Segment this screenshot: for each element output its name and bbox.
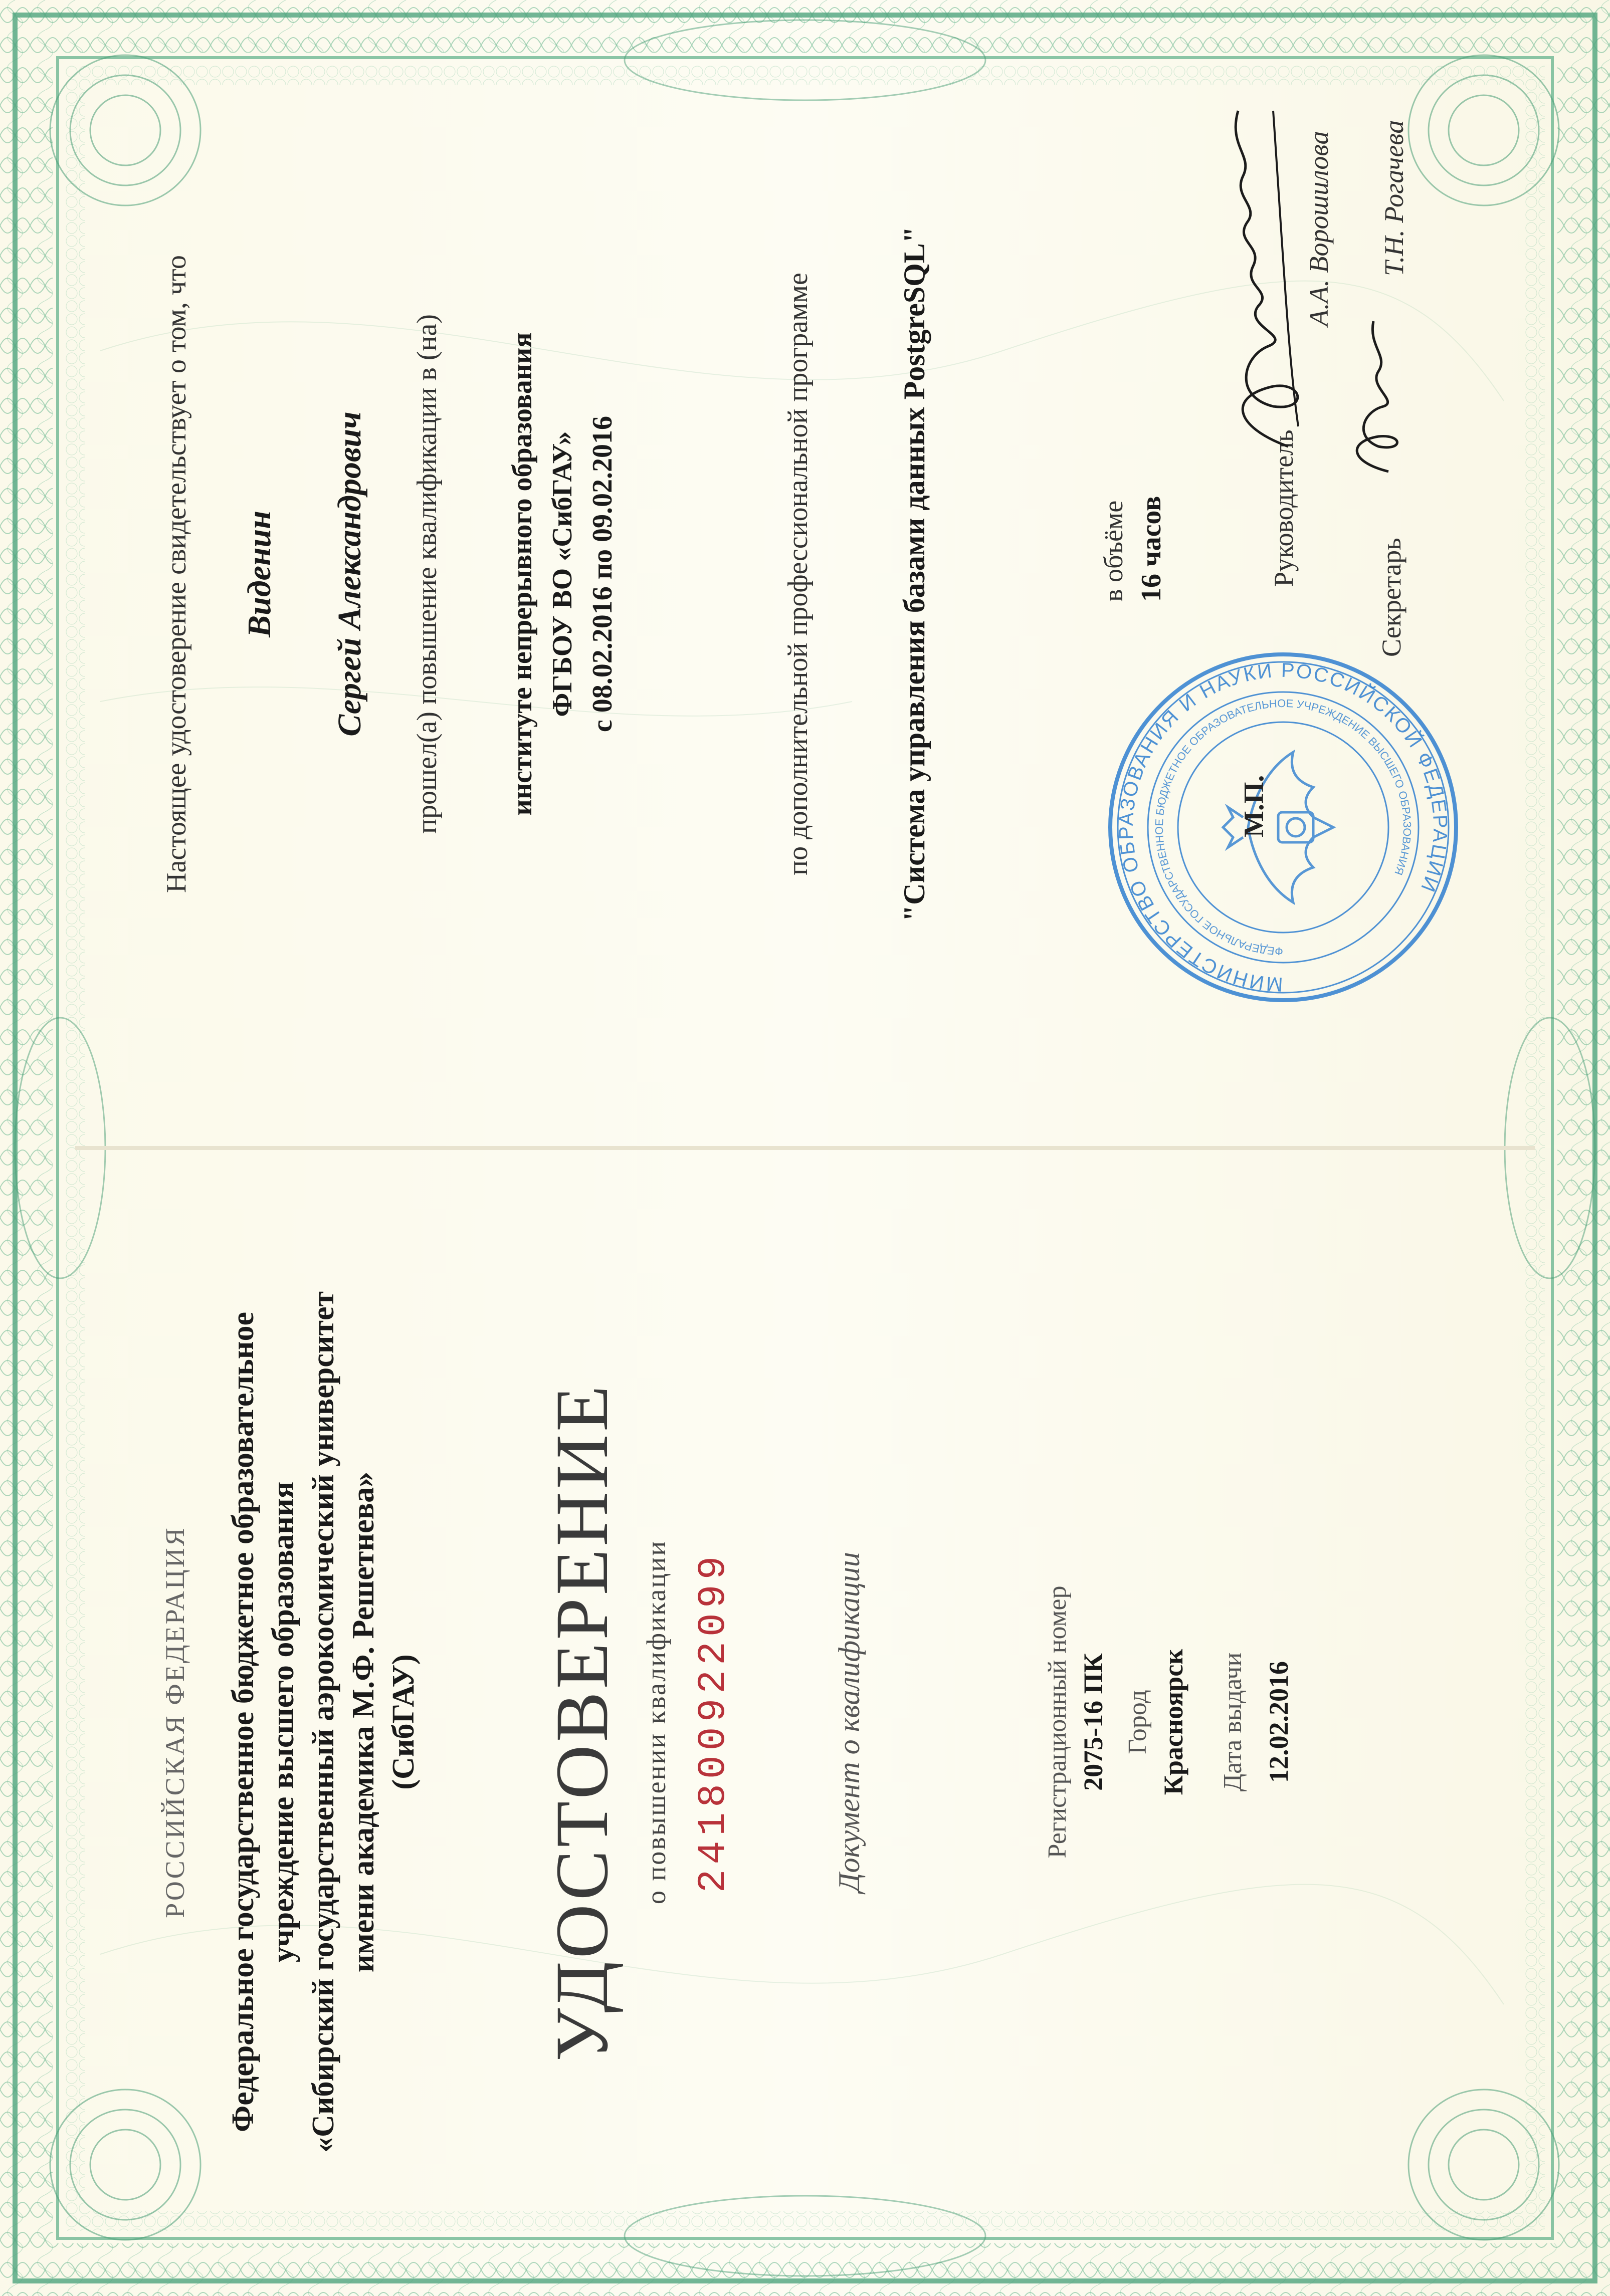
city-value: Красноярск [1158, 1649, 1188, 1795]
official-stamp [1103, 647, 1464, 1008]
reg-number-label: Регистрационный номер [1043, 1585, 1072, 1859]
institute-dates: с 08.02.2016 по 09.02.2016 [587, 415, 618, 733]
svg-text:ФЕДЕРАЛЬНОЕ ГОСУДАРСТВЕННОЕ БЮ [1153, 697, 1414, 958]
stamp-outer-text: МИНИСТЕРСТВО ОБРАЗОВАНИЯ И НАУКИ РОССИЙСКОЙ ФЕДЕРАЦИИ [1115, 659, 1452, 996]
serial-number: 241800922099 [692, 1551, 736, 1893]
reg-number-value: 2075-16 ПК [1078, 1653, 1108, 1791]
stamp-inner-text: ФЕДЕРАЛЬНОЕ ГОСУДАРСТВЕННОЕ БЮДЖЕТНОЕ ОБРАЗОВАТЕЛЬНОЕ УЧРЕЖДЕНИЕ ВЫСШЕГО ОБРАЗОВАНИЯ [1152, 697, 1414, 958]
document-subtitle: о повышении квалификации [641, 1539, 671, 1905]
volume-value: 16 часов [1136, 496, 1167, 602]
org-line-1: Федеральное государственное бюджетное образовательное [226, 1311, 260, 2133]
document-title: УДОСТОВЕРЕНИЕ [540, 1383, 624, 2061]
secretary-signature [1328, 311, 1419, 482]
intro-text: Настоящее удостоверение свидетельствует о том, что [161, 255, 192, 893]
issue-date-label: Дата выдачи [1219, 1652, 1247, 1792]
org-line-3: «Сибирский государственный аэрокосмический университет [306, 1291, 340, 2153]
secretary-name: Т.Н. Рогачева [1379, 120, 1409, 276]
secretary-label: Секретарь [1376, 538, 1406, 657]
org-line-2: учреждение высшего образования [266, 1481, 300, 1963]
program-name: "Система управления базами данных PostgreSQL" [898, 226, 931, 922]
institute-line-2: ФГБОУ ВО «СибГАУ» [547, 431, 578, 717]
city-label: Город [1123, 1690, 1152, 1754]
head-name: А.А. Ворошилова [1304, 131, 1334, 326]
org-line-5: (СибГАУ) [386, 1654, 421, 1790]
document-type: Документ о квалификации [833, 1552, 866, 1892]
institute-line-1: институте непрерывного образования [507, 332, 538, 816]
issue-date-value: 12.02.2016 [1264, 1661, 1294, 1783]
stamp-place-label: М.П. [1239, 775, 1270, 837]
org-line-4: имени академика М.Ф. Решетнева» [346, 1471, 380, 1973]
program-label: по дополнительной профессиональной программе [782, 273, 814, 875]
completed-text: прошел(а) повышение квалификации в (на) [412, 314, 443, 834]
left-panel [0, 1148, 1610, 2296]
head-label: Руководитель [1269, 429, 1299, 587]
given-names: Сергей Александрович [331, 411, 368, 737]
volume-label: в объёме [1098, 500, 1128, 602]
svg-text:МИНИСТЕРСТВО ОБРАЗОВАНИЯ И НАУ [1115, 659, 1452, 996]
country-label: РОССИЙСКАЯ ФЕДЕРАЦИЯ [160, 1526, 190, 1918]
surname: Виденин [241, 511, 278, 637]
